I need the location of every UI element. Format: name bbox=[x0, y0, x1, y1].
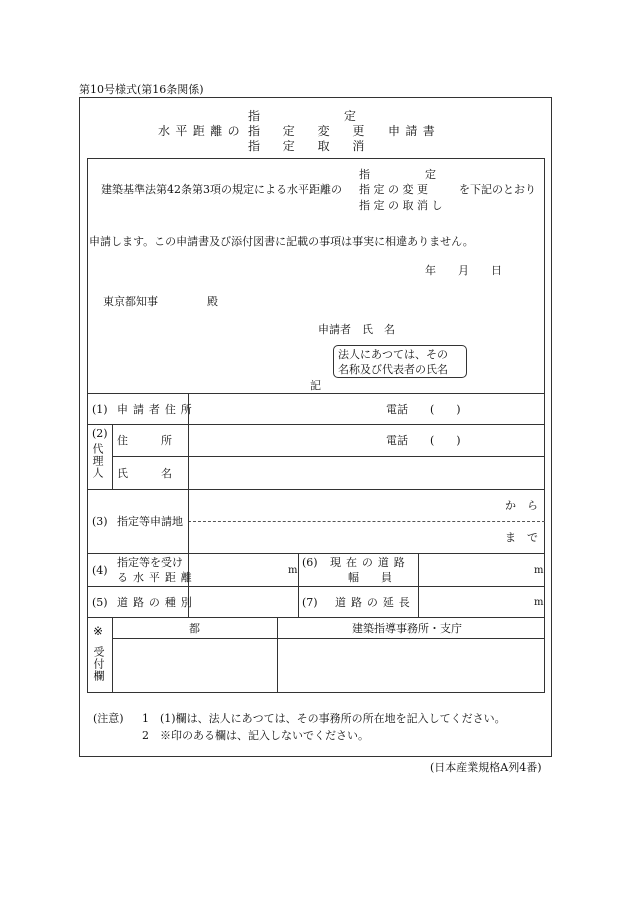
note-2-text: ※印のある欄は、記入しないでください。 bbox=[160, 729, 369, 742]
ki-mark: 記 bbox=[310, 379, 321, 392]
row6-label-line1: 現在の道路 bbox=[330, 556, 410, 569]
row-dashed-line bbox=[188, 521, 545, 522]
date-line: 年 月 日 bbox=[425, 264, 502, 277]
row4-label-line1: 指定等を受け bbox=[117, 556, 183, 569]
row2-name-label: 氏 名 bbox=[117, 467, 172, 480]
statement-tail: を下記のとおり bbox=[459, 183, 536, 196]
reception-col-metro: 都 bbox=[189, 622, 200, 635]
row4-unit: m bbox=[288, 565, 298, 576]
row1-phone: 電話 ( ) bbox=[386, 403, 461, 416]
row2-group-label: 代理人 bbox=[91, 443, 104, 479]
row4-num: (4) bbox=[92, 564, 108, 577]
row7-label: 道路の延長 bbox=[335, 596, 415, 609]
title-option-designate: 指 定 bbox=[248, 109, 357, 123]
col-line bbox=[112, 424, 113, 489]
corporate-note-line2: 名称及び代表者の氏名 bbox=[338, 363, 448, 376]
reception-label: 受付欄 bbox=[92, 646, 105, 682]
row-line bbox=[112, 456, 545, 457]
statement-option-designate: 指 定 bbox=[359, 168, 436, 181]
row7-unit: m bbox=[534, 597, 544, 608]
row-line bbox=[87, 489, 545, 490]
statement-option-cancel: 指 定 の 取 消 し bbox=[359, 199, 443, 212]
row-line bbox=[112, 638, 545, 639]
row1-num: (1) bbox=[92, 403, 108, 416]
row6-unit: m bbox=[534, 565, 544, 576]
row1-label: 申請者住所 bbox=[117, 403, 197, 416]
statement-lead: 建築基準法第42条第3項の規定による水平距離の bbox=[101, 183, 342, 196]
row3-label: 指定等申請地 bbox=[117, 515, 183, 528]
row-line bbox=[87, 424, 545, 425]
applicant-label: 申請者 氏 名 bbox=[318, 323, 395, 336]
row2-phone: 電話 ( ) bbox=[386, 434, 461, 447]
row2-addr-label: 住 所 bbox=[117, 434, 172, 447]
honorific: 殿 bbox=[207, 295, 218, 308]
row-line bbox=[87, 553, 545, 554]
reception-col-office: 建築指導事務所・支庁 bbox=[352, 622, 462, 635]
title-suffix: 申請書 bbox=[388, 124, 441, 138]
col-line bbox=[277, 617, 278, 693]
col-line bbox=[112, 617, 113, 693]
note-2-num: 2 bbox=[142, 729, 149, 742]
statement-option-change: 指 定 の 変 更 bbox=[359, 183, 428, 196]
row5-label: 道路の種別 bbox=[117, 596, 197, 609]
row-line bbox=[87, 617, 545, 618]
form-id: 第10号様式(第16条関係) bbox=[79, 83, 204, 96]
row3-num: (3) bbox=[92, 515, 108, 528]
col-line bbox=[418, 553, 419, 617]
row3-from: か ら bbox=[505, 499, 538, 512]
title-option-change: 指 定 変 更 bbox=[248, 124, 370, 138]
footer-paper-size: (日本産業規格A列4番) bbox=[430, 761, 542, 774]
note-1-num: 1 bbox=[142, 712, 149, 725]
col-line bbox=[298, 553, 299, 617]
row-line bbox=[87, 586, 545, 587]
reception-mark: ※ bbox=[93, 624, 104, 638]
row6-label-line2: 幅 員 bbox=[348, 571, 392, 584]
note-1-text: (1)欄は、法人にあつては、その事務所の所在地を記入してください。 bbox=[160, 712, 506, 725]
statement-line2: 申請します。この申請書及び添付図書に記載の事項は事実に相違ありません。 bbox=[89, 235, 474, 248]
corporate-note-line1: 法人にあつては、その bbox=[338, 348, 448, 361]
row-line bbox=[87, 393, 545, 394]
title-prefix: 水平距離の bbox=[158, 124, 246, 138]
row2-num: (2) bbox=[92, 427, 108, 440]
notes-head: (注意) bbox=[93, 712, 124, 725]
row7-num: (7) bbox=[302, 596, 318, 609]
row4-label-line2: る水平距離 bbox=[117, 571, 197, 584]
row3-to: ま で bbox=[505, 531, 538, 544]
row6-num: (6) bbox=[302, 556, 318, 569]
row5-num: (5) bbox=[92, 596, 108, 609]
title-option-cancel: 指 定 取 消 bbox=[248, 139, 370, 153]
addressee: 東京都知事 bbox=[103, 295, 158, 308]
